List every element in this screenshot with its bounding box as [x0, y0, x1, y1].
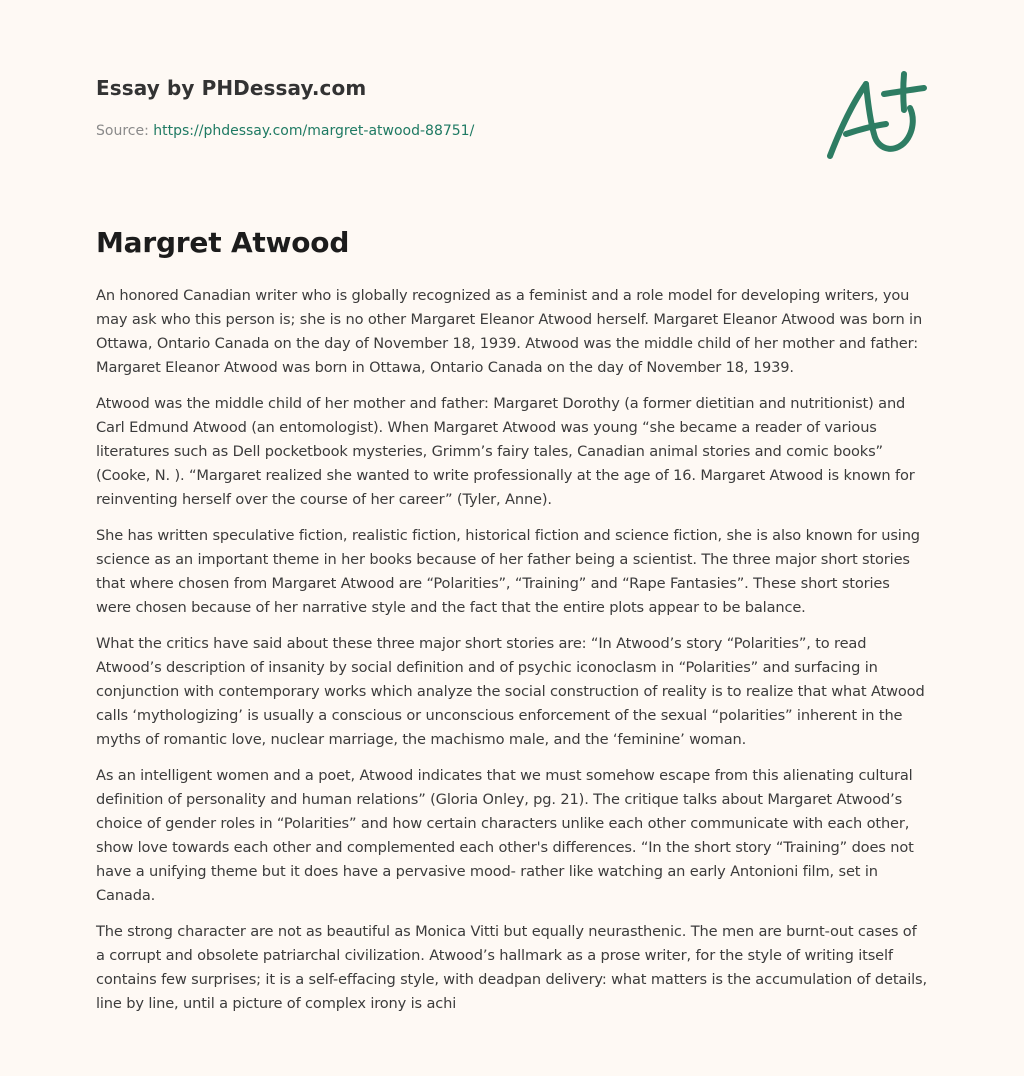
source-link[interactable]: https://phdessay.com/margret-atwood-88751/ [153, 123, 475, 139]
a-plus-grade-icon [824, 68, 928, 164]
paragraph: The strong character are not as beautiful as Monica Vitti but equally neurasthenic. The men are burnt-out cases of a corrupt and obsolete patriarchal civilization. Atwood’s hallmark as a prose writer, for the style of writing itself contains few surprises; it is a self-effacing style, with deadpan delivery: what matters is the accumulation of details, line by line, until a picture of complex irony is achi [96, 923, 927, 1012]
article-body [96, 284, 928, 1028]
paragraph: An honored Canadian writer who is globally recognized as a feminist and a role model for developing writers, you may ask who this person is; she is no other Margaret Eleanor Atwood herself. Margaret Eleanor Atwood was born in Ottawa, Ontario Canada on the day of November 18, 1939. Atwood was the middle child of her mother and father: Margaret Eleanor Atwood was born in Ottawa, Ontario Canada on the day of November 18, 1939. [96, 287, 923, 376]
paragraph: Atwood was the middle child of her mother and father: Margaret Dorothy (a former dietitian and nutritionist) and Carl Edmund Atwood (an entomologist). When Margaret Atwood was young “she became a reader of various literatures such as Dell pocketbook mysteries, Grimm’s fairy tales, Canadian animal stories and comic books” (Cooke, N. ). “Margaret realized she wanted to write professionally at the age of 16. Margaret Atwood is known for reinventing herself over the course of her career” (Tyler, Anne). [96, 395, 915, 508]
paragraph: As an intelligent women and a poet, Atwood indicates that we must somehow escape from this alienating cultural definition of personality and human relations” (Gloria Onley, pg. 21). The critique talks about Margaret Atwood’s choice of gender roles in “Polarities” and how certain characters unlike each other communicate with each other, show love towards each other and complemented each other's differences. “In the short story “Training” does not have a unifying theme but it does have a pervasive mood- rather like watching an early Antonioni film, set in Canada. [96, 767, 914, 904]
paragraph: She has written speculative fiction, realistic fiction, historical fiction and science fiction, she is also known for using science as an important theme in her books because of her father being a scientist. The three major short stories that where chosen from Margaret Atwood are “Polarities”, “Training” and “Rape Fantasies”. These short stories were chosen because of her narrative style and the fact that the entire plots appear to be balance. [96, 527, 920, 616]
source-label: Source: [96, 123, 154, 139]
brand-title: Essay by PHDessay.com [96, 76, 367, 100]
page-header [96, 0, 928, 200]
paragraph: What the critics have said about these three major short stories are: “In Atwood’s story “Polarities”, to read Atwood’s description of insanity by social definition and of psychic iconoclasm in “Polarities” and surfacing in conjunction with contemporary works which analyze the social construction of reality is to realize that what Atwood calls ‘mythologizing’ is usually a conscious or unconscious enforcement of the sexual “polarities” inherent in the myths of romantic love, nuclear marriage, the machismo male, and the ‘feminine’ woman. [96, 635, 925, 748]
essay-page [96, 0, 928, 1012]
article-title: Margret Atwood [96, 226, 350, 259]
source-line [96, 123, 474, 139]
